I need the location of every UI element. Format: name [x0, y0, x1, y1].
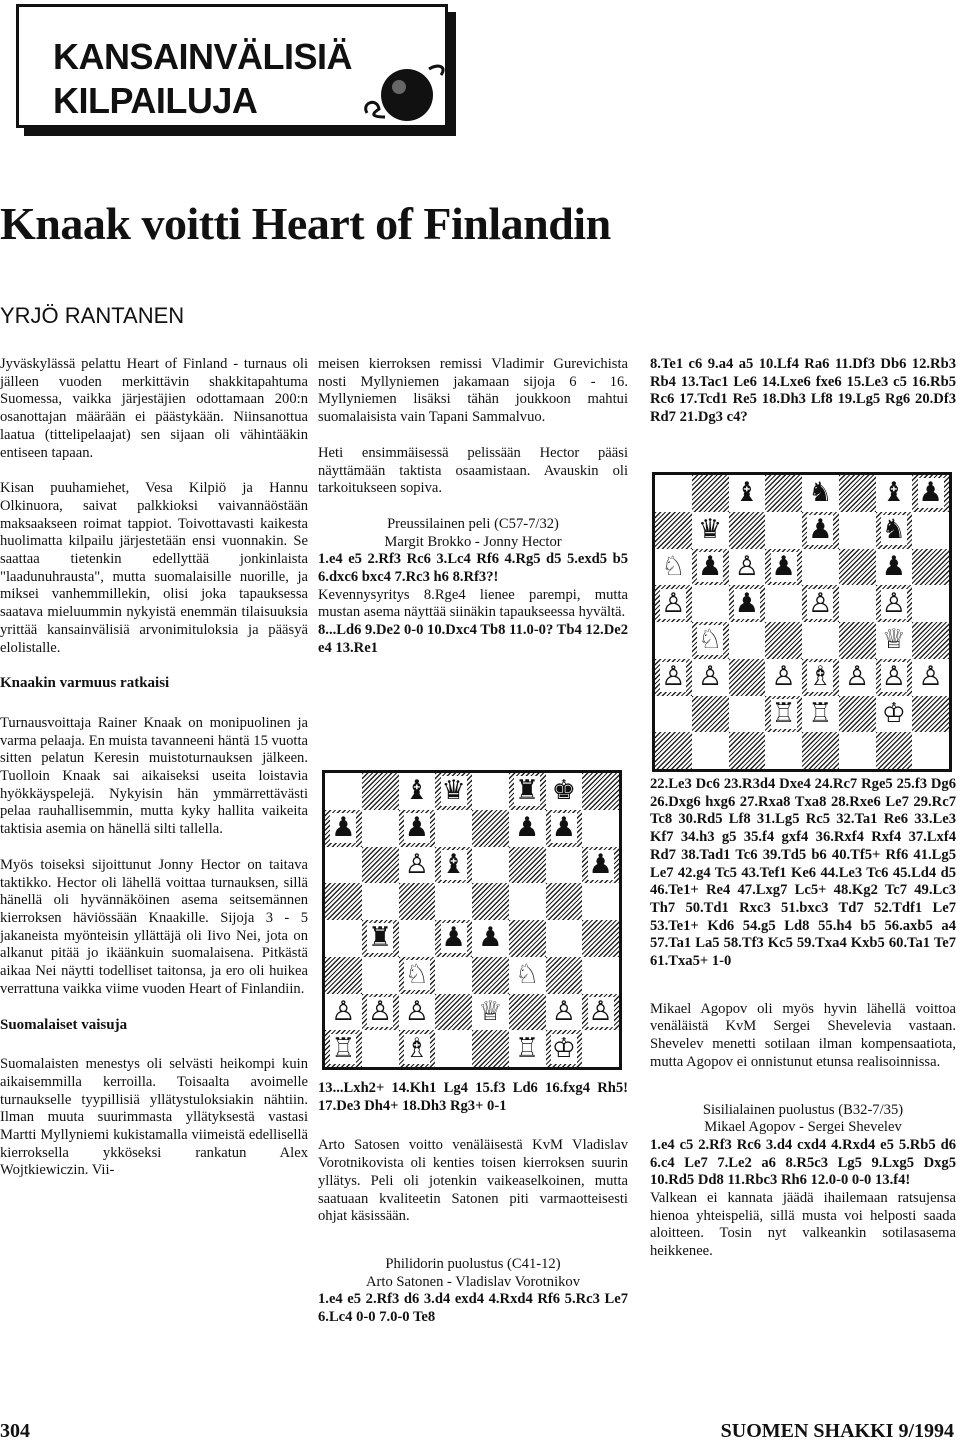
board-square	[325, 810, 362, 847]
chess-piece-icon: ♙	[368, 995, 393, 1027]
board-square	[912, 696, 949, 733]
board-square	[729, 512, 766, 549]
paragraph: Valkean ei kannata jäädä ihailemaan ratsujensa hienoa yhteispeliä, sillä musta voi helposti saada aloitteen. Tosin nyt valkeankin sotilasasema heikkenee.	[650, 1190, 956, 1260]
board-square	[692, 585, 729, 622]
game-moves: 1.e4 c5 2.Rf3 Rc6 3.d4 cxd4 4.Rxd4 e5 5.Rb5 d6 6.c4 Le7 7.Le2 a6 8.R5c3 Lg5 9.Lxg5 Dxg5 10.Rd5 Dd8 11.Rbc3 Rh6 12.0-0 0-0 13.f4!	[650, 1136, 956, 1189]
column-3	[650, 356, 956, 427]
chess-piece-icon: ♙	[918, 661, 943, 693]
board-square	[912, 622, 949, 659]
board-square	[362, 773, 399, 810]
board-square	[692, 622, 729, 659]
game-moves: 8...Ld6 9.De2 0-0 10.Dxc4 Tb8 11.0-0? Tb4 12.De2 e4 13.Re1	[318, 622, 629, 656]
board-square	[655, 732, 692, 769]
board-square	[509, 1030, 546, 1067]
board-square	[765, 512, 802, 549]
board-square	[582, 957, 619, 994]
column-1	[0, 356, 308, 1198]
board-square	[582, 1030, 619, 1067]
game-players: Mikael Agopov - Sergei Shevelev	[704, 1119, 902, 1136]
board-square	[399, 994, 436, 1031]
chess-piece-icon: ♟	[478, 922, 503, 954]
chess-piece-icon: ♔	[551, 1032, 576, 1064]
chess-piece-icon: ♙	[551, 995, 576, 1027]
game-moves: 22.Le3 Dc6 23.R3d4 Dxe4 24.Rc7 Rge5 25.f3 Dg6 26.Dxg6 hxg6 27.Rxa8 Txa8 28.Rxe6 Le7 29.Rc7 Tc8 30.Rd5 Lf8 31.Lg5 Rc5 32.Ta1 Re6 33.Le3 Kf7 34.h3 g5 35.f4 gxf4 36.Rxf4 Rxf4 37.Lxf4 Rd7 38.Tad1 Tc6 39.Td5 b6 40.Tf5+ Rf6 41.Lg5 Le7 42.g4 Tc5 43.Tef1 Ke6 44.Le3 Tc6 45.Ld4 d5 46.Te1+ Re4 47.Lxg7 Lc5+ 48.Kg2 Tc7 49.Lc3 Th7 50.Td1 Rxc3 51.bxc3 Td7 52.Tdf1 Le7 53.Te1+ Kd6 54.g5 Ld8 55.h4 b5 56.axb5 a4 57.Ta1 La5 58.Tf3 Kc5 59.Txa4 Kxb5 60.Ta1 Te7 61.Txa5+ 1-0	[650, 776, 956, 970]
board-square	[399, 920, 436, 957]
board-square	[362, 920, 399, 957]
board-square	[692, 475, 729, 512]
board-square	[839, 732, 876, 769]
board-square	[399, 773, 436, 810]
board-square	[325, 920, 362, 957]
chess-piece-icon: ♟	[404, 812, 429, 844]
board-square	[582, 773, 619, 810]
board-square	[509, 994, 546, 1031]
board-square	[509, 847, 546, 884]
board-square	[435, 957, 472, 994]
board-square	[912, 732, 949, 769]
chess-piece-icon: ♗	[404, 1032, 429, 1064]
column-3-lower	[650, 776, 956, 1279]
board-square	[729, 549, 766, 586]
game-moves: 1.e4 e5 2.Rf3 d6 3.d4 exd4 4.Rxd4 Rf6 5.Rc3 Le7 6.Lc4 0-0 7.0-0 Te8	[318, 1291, 628, 1326]
column-2	[318, 356, 628, 658]
chess-piece-icon: ♙	[404, 848, 429, 880]
board-square	[509, 920, 546, 957]
game-title: Sisilialainen puolustus (B32-7/35)	[702, 1101, 904, 1118]
paragraph: Turnausvoittaja Rainer Knaak on monipuolinen ja varma pelaaja. En muista tavanneeni häntä 15 vuotta sitten pelatun Keresin muistoturnauksen jälkeen. Tuolloin Knaak sai aikaiseksi useita loistavia hyökkäyspelejä. Nykyisin hän ymmärrettävästi pelaa rauhallisemmin, mutta kyky hallita vaikeita taktisia asemia on hänellä silti tallella.	[0, 714, 308, 838]
board-square	[765, 622, 802, 659]
board-square	[472, 883, 509, 920]
board-square	[362, 810, 399, 847]
board-square	[399, 957, 436, 994]
board-square	[582, 810, 619, 847]
paragraph: Arto Satosen voitto venäläisestä KvM Vladislav Vorotnikovista oli kenties toisen kierroksen suurin yllätys. Peli oli jotenkin vaikeaselkoinen, mutta saatuaan kvaliteetin Satonen piti varmaotteisesti ohjat käsissään.	[318, 1137, 628, 1225]
paragraph: Kevennysyritys 8.Rge4 lienee parempi, mutta mustan asema näyttää siinäkin tapaukseessa hyvältä.	[318, 586, 628, 621]
magazine-issue: SUOMEN SHAKKI 9/1994	[720, 1420, 954, 1442]
board-square	[435, 810, 472, 847]
section-banner	[16, 4, 448, 128]
chess-piece-icon: ♙	[404, 995, 429, 1027]
board-square	[839, 549, 876, 586]
chess-piece-icon: ♙	[331, 995, 356, 1027]
board-square	[509, 883, 546, 920]
chess-piece-icon: ♝	[734, 477, 759, 509]
board-square	[435, 920, 472, 957]
chess-piece-icon: ♝	[881, 477, 906, 509]
board-square	[729, 622, 766, 659]
chess-piece-icon: ♟	[331, 812, 356, 844]
paragraph: Mikael Agopov oli myös hyvin lähellä voittoa venäläistä KvM Sergei Shevelevia vastaan. Shevelev menetti sotilaan ilman kompensaatiota, mutta Agopov ei onnistunut etunsa realisoinnissa.	[650, 1000, 956, 1070]
board-square	[325, 1030, 362, 1067]
board-square	[876, 659, 913, 696]
board-square	[546, 994, 583, 1031]
board-square	[876, 585, 913, 622]
banner-line-2: KILPAILUJA	[53, 80, 258, 121]
board-square	[802, 696, 839, 733]
board-square	[582, 847, 619, 884]
board-square	[729, 475, 766, 512]
chess-diagram-1	[652, 472, 952, 772]
chess-piece-icon: ♔	[881, 697, 906, 729]
chess-piece-icon: ♝	[404, 775, 429, 807]
board-square	[325, 957, 362, 994]
game-players: Margit Brokko - Jonny Hector	[384, 533, 562, 550]
board-square	[546, 773, 583, 810]
game-moves: 1.e4 e5 2.Rf3 Rc6 3.Lc4 Rf6 4.Rg5 d5 5.exd5 b5 6.dxc6 bxc4 7.Rc3 h6 8.Rf3?!	[318, 551, 628, 586]
banner-line-1: KANSAINVÄLISIÄ	[53, 36, 353, 77]
board-square	[546, 957, 583, 994]
board-square	[655, 622, 692, 659]
chess-piece-icon: ♗	[808, 661, 833, 693]
board-square	[582, 883, 619, 920]
board-square	[802, 622, 839, 659]
chess-piece-icon: ♘	[404, 959, 429, 991]
board-square	[655, 475, 692, 512]
chess-piece-icon: ♖	[771, 697, 796, 729]
board-square	[509, 773, 546, 810]
board-square	[655, 549, 692, 586]
board-square	[655, 585, 692, 622]
chess-piece-icon: ♕	[881, 624, 906, 656]
board-square	[876, 512, 913, 549]
board-square	[362, 883, 399, 920]
board-square	[839, 475, 876, 512]
board-square	[912, 549, 949, 586]
chess-piece-icon: ♜	[368, 922, 393, 954]
board-square	[876, 622, 913, 659]
board-square	[435, 883, 472, 920]
chess-piece-icon: ♙	[808, 587, 833, 619]
chess-piece-icon: ♙	[734, 550, 759, 582]
board-square	[765, 549, 802, 586]
board-square	[399, 1030, 436, 1067]
board-square	[765, 659, 802, 696]
board-square	[692, 696, 729, 733]
board-square	[692, 549, 729, 586]
board-square	[325, 883, 362, 920]
board-square	[839, 659, 876, 696]
paragraph: Kisan puuhamiehet, Vesa Kilpiö ja Hannu Olkinuora, saivat palkkioksi vaivannäöstään maksaakseen roimat tappiot. Toivottavasti kaikesta huolimatta kilpailu järjestetään ensi vuonnakin. Se saattaa tietenkin edellyttää jonkinlaista "laadunuhrausta", mutta suomalaisille nuorille, ja miksei vanhemmillekin, olisi joka tapauksessa saatava mieluummin nykyistä enemmän tilaisuuksia yrittää kansainvälisiä arvonimituloksia ja pääsyä elolistalle.	[0, 480, 308, 656]
board-square	[399, 810, 436, 847]
board-square	[912, 659, 949, 696]
board-square	[802, 585, 839, 622]
board-square	[876, 696, 913, 733]
article-headline: Knaak voitti Heart of Finlandin	[0, 198, 611, 249]
board-square	[729, 585, 766, 622]
subheading: Suomalaiset vaisuja	[0, 1016, 128, 1033]
board-square	[802, 732, 839, 769]
game-moves: 8.Te1 c6 9.a4 a5 10.Lf4 Ra6 11.Df3 Db6 12.Rb3 Rb4 13.Tac1 Le6 14.Lxe6 fxe6 15.Le3 c5 16.Rb5 Rc6 17.Tcd1 Re5 18.Dh3 Lf8 19.Lg5 Rg6 20.Df3 Rd7 21.Dg3 c4?	[650, 356, 956, 426]
board-square	[802, 475, 839, 512]
chess-diagram-2	[322, 770, 622, 1070]
board-square	[325, 773, 362, 810]
board-square	[472, 810, 509, 847]
board-square	[912, 585, 949, 622]
board-square	[546, 810, 583, 847]
chess-piece-icon: ♛	[441, 775, 466, 807]
game-moves: 13...Lxh2+ 14.Kh1 Lg4 15.f3 Ld6 16.fxg4 Rh5! 17.De3 Dh4+ 18.Dh3 Rg3+ 0-1	[318, 1080, 628, 1114]
board-square	[876, 475, 913, 512]
board-square	[839, 696, 876, 733]
chess-piece-icon: ♙	[881, 587, 906, 619]
chess-piece-icon: ♖	[808, 697, 833, 729]
board-square	[765, 585, 802, 622]
chess-piece-icon: ♟	[588, 848, 613, 880]
board-square	[472, 1030, 509, 1067]
board-square	[546, 847, 583, 884]
chess-piece-icon: ♟	[698, 550, 723, 582]
page-number: 304	[0, 1420, 30, 1442]
chess-piece-icon: ♟	[881, 550, 906, 582]
board-square	[509, 957, 546, 994]
board-square	[472, 957, 509, 994]
column-2-lower	[318, 1080, 628, 1327]
board-square	[839, 512, 876, 549]
chess-piece-icon: ♘	[698, 624, 723, 656]
chess-piece-icon: ♟	[551, 812, 576, 844]
chess-piece-icon: ♕	[478, 995, 503, 1027]
board-square	[692, 512, 729, 549]
board-square	[399, 847, 436, 884]
board-square	[472, 773, 509, 810]
board-square	[839, 622, 876, 659]
board-square	[362, 957, 399, 994]
chess-piece-icon: ♟	[441, 922, 466, 954]
board-square	[325, 847, 362, 884]
board-square	[655, 696, 692, 733]
board-square	[472, 920, 509, 957]
chess-piece-icon: ♙	[661, 587, 686, 619]
board-square	[362, 1030, 399, 1067]
board-square	[765, 696, 802, 733]
chess-piece-icon: ♙	[661, 661, 686, 693]
chess-piece-icon: ♙	[771, 661, 796, 693]
article-author: YRJÖ RANTANEN	[0, 303, 185, 328]
paragraph: Myös toiseksi sijoittunut Jonny Hector on taitava taktikko. Hector oli lähellä voittaa turnauksen, sillä hänellä oli hyvännäköinen asema seitsemännen kierroksen häviössään Knaakille. Sijoja 3 - 5 jakaneista myönteisin yllättäjä oli Iivo Nei, jota on alkanut pitää jo ikäänkuin suomalaisena. Pitkästä aikaa Nei näytti todelliset taitonsa, ja ero oli huikea verrattuna vaikka viime vuoden Heart of Finlandiin.	[0, 856, 308, 997]
board-square	[839, 585, 876, 622]
board-square	[692, 659, 729, 696]
board-square	[362, 994, 399, 1031]
board-square	[692, 732, 729, 769]
chess-piece-icon: ♟	[918, 477, 943, 509]
chess-piece-icon: ♖	[515, 1032, 540, 1064]
board-square	[912, 512, 949, 549]
chess-piece-icon: ♚	[551, 775, 576, 807]
chess-piece-icon: ♙	[588, 995, 613, 1027]
chess-piece-icon: ♙	[698, 661, 723, 693]
board-square	[472, 847, 509, 884]
chess-piece-icon: ♞	[881, 514, 906, 546]
chess-piece-icon: ♟	[734, 587, 759, 619]
chess-piece-icon: ♛	[698, 514, 723, 546]
board-square	[362, 847, 399, 884]
board-square	[435, 847, 472, 884]
paragraph: meisen kierroksen remissi Vladimir Gurevichista nosti Myllyniemen jakamaan sijoja 6 - 16. Myllyniemen lisäksi tähän joukkoon mahtui suomalaisista vain Tapani Sammalvuo.	[318, 356, 628, 426]
game-title: Philidorin puolustus (C41-12)	[385, 1255, 561, 1272]
board-square	[876, 732, 913, 769]
board-square	[435, 773, 472, 810]
board-square	[729, 659, 766, 696]
chess-piece-icon: ♖	[331, 1032, 356, 1064]
board-square	[876, 549, 913, 586]
board-square	[509, 810, 546, 847]
board-square	[399, 883, 436, 920]
board-square	[655, 512, 692, 549]
board-square	[655, 659, 692, 696]
board-square	[546, 883, 583, 920]
banner-title	[53, 35, 352, 123]
chess-piece-icon: ♟	[771, 550, 796, 582]
board-square	[729, 696, 766, 733]
board-square	[435, 994, 472, 1031]
paragraph: Suomalaisten menestys oli selvästi heikompi kuin aikaisemmilla kerroilla. Toisaalta avoimelle turnaukselle tyypillisiä yllätystuloksiakin nähtiin. Ilman muuta suurimmasta yllätyksestä vastasi Martti Myllyniemi kukistamalla viimeistä edellisellä kierroksella ykköseksi rankatun Alex Wojtkiewiczin. Vii-	[0, 1056, 308, 1179]
chess-piece-icon: ♙	[881, 661, 906, 693]
board-square	[729, 732, 766, 769]
board-square	[546, 920, 583, 957]
board-square	[802, 659, 839, 696]
board-square	[802, 549, 839, 586]
chess-piece-icon: ♞	[808, 477, 833, 509]
chess-piece-icon: ♟	[808, 514, 833, 546]
board-square	[435, 1030, 472, 1067]
chess-piece-icon: ♘	[515, 959, 540, 991]
board-square	[765, 475, 802, 512]
chess-piece-icon: ♟	[515, 812, 540, 844]
board-square	[912, 475, 949, 512]
board-square	[582, 994, 619, 1031]
board-square	[325, 994, 362, 1031]
paragraph: Jyväskylässä pelattu Heart of Finland - turnaus oli jälleen vuoden merkittävin shakkitapahtuma Suomessa, vaikka järjestäjien odottamaan 200:n osanottajan määrään ei päästykään. Niinsanottua laatua (tittelipelaajat) sen sijaan oli vähintääkin entiseen tapaan.	[0, 356, 308, 461]
chess-piece-icon: ♘	[661, 550, 686, 582]
game-title: Preussilainen peli (C57-7/32)	[387, 515, 559, 532]
subheading: Knaakin varmuus ratkaisi	[0, 675, 170, 692]
chess-piece-icon: ♙	[845, 661, 870, 693]
chess-ball-logo-icon	[359, 57, 449, 127]
board-square	[765, 732, 802, 769]
chess-piece-icon: ♝	[441, 848, 466, 880]
paragraph: Heti ensimmäisessä pelissään Hector pääsi näyttämään taktista osaamistaan. Avauskin oli tarkoitukseen sopiva.	[318, 444, 628, 497]
board-square	[546, 1030, 583, 1067]
chess-piece-icon: ♜	[515, 775, 540, 807]
game-players: Arto Satonen - Vladislav Vorotnikov	[365, 1273, 581, 1290]
board-square	[802, 512, 839, 549]
board-square	[472, 994, 509, 1031]
board-square	[582, 920, 619, 957]
